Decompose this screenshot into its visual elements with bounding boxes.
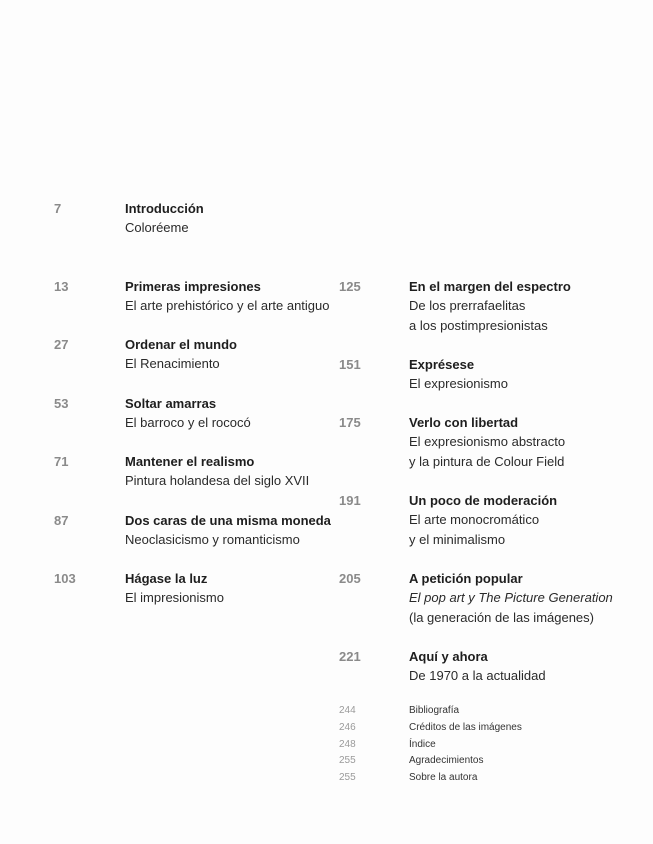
page-number: 205	[339, 571, 361, 586]
chapter-subtitle: El pop art y The Picture Generation	[409, 590, 613, 605]
chapter-subtitle: El impresionismo	[125, 590, 224, 605]
page-number: 221	[339, 649, 361, 664]
back-matter-item	[339, 737, 639, 754]
chapter-title: Verlo con libertad	[409, 415, 519, 430]
page-number: 87	[54, 513, 69, 528]
page-number: 255	[339, 772, 356, 784]
page-number: 125	[339, 279, 361, 294]
back-matter-title: Índice	[409, 738, 436, 750]
chapter-subtitle: De los prerrafaelitas	[409, 298, 526, 313]
chapter-subtitle: El expresionismo	[409, 376, 508, 391]
chapter-title: Primeras impresiones	[125, 279, 261, 294]
chapter-title: Ordenar el mundo	[125, 337, 237, 352]
chapter-subtitle: El expresionismo abstracto	[409, 434, 566, 449]
chapter-subtitle: El barroco y el rococó	[125, 415, 251, 430]
chapter-subtitle: Neoclasicismo y romanticismo	[125, 532, 300, 547]
page-number: 244	[339, 705, 356, 716]
back-matter-item	[339, 720, 639, 737]
chapter-title: Soltar amarras	[125, 396, 217, 411]
back-matter-title: Sobre la autora	[409, 772, 478, 784]
chapter-subtitle: a los postimpresionistas	[409, 317, 548, 333]
page-number: 175	[339, 415, 361, 430]
page-number: 27	[54, 337, 69, 352]
page-number: 191	[339, 493, 361, 508]
page-number: 53	[54, 396, 69, 411]
chapter-title: Un poco de moderación	[409, 493, 558, 508]
back-matter-title: Créditos de las imágenes	[409, 721, 522, 733]
chapter-subtitle: y la pintura de Colour Field	[409, 453, 565, 469]
toc-entry	[0, 277, 653, 337]
toc-entry	[0, 647, 653, 687]
chapter-subtitle: y el minimalismo	[409, 531, 506, 547]
chapter-subtitle: (la generación de las imágenes)	[409, 609, 594, 625]
page-number: 151	[339, 357, 361, 372]
chapter-subtitle: El arte prehistórico y el arte antiguo	[125, 298, 330, 313]
chapter-title: Exprésese	[409, 357, 475, 372]
chapter-title: Introducción	[125, 201, 204, 216]
chapter-subtitle: Coloréeme	[125, 220, 189, 235]
toc-entry-intro	[0, 199, 653, 239]
chapter-subtitle: El Renacimiento	[125, 356, 220, 371]
back-matter-title: Agradecimientos	[409, 755, 484, 767]
back-matter-item	[339, 770, 639, 787]
page-number: 248	[339, 738, 356, 750]
page-number: 71	[54, 454, 69, 469]
toc-entry	[0, 491, 653, 551]
back-matter-item	[339, 703, 639, 720]
chapter-title: Mantener el realismo	[125, 454, 255, 469]
toc-entry	[0, 569, 653, 629]
chapter-title: Aquí y ahora	[409, 649, 488, 664]
chapter-title: En el margen del espectro	[409, 279, 571, 294]
back-matter-item	[339, 753, 639, 770]
page-number: 13	[54, 279, 69, 294]
toc-entry	[0, 355, 653, 395]
chapter-title: A petición popular	[409, 571, 523, 586]
page-number: 255	[339, 755, 356, 767]
chapter-subtitle: De 1970 a la actualidad	[409, 668, 546, 683]
page-number: 246	[339, 721, 356, 733]
chapter-title: Dos caras de una misma moneda	[125, 513, 331, 528]
chapter-subtitle: El arte monocromático	[409, 512, 540, 527]
chapter-title: Hágase la luz	[125, 571, 208, 586]
page-number: 103	[54, 571, 76, 586]
toc-entry	[0, 413, 653, 473]
back-matter-title: Bibliografía	[409, 705, 460, 716]
page-number: 7	[54, 201, 62, 216]
chapter-subtitle: Pintura holandesa del siglo XVII	[125, 473, 310, 488]
